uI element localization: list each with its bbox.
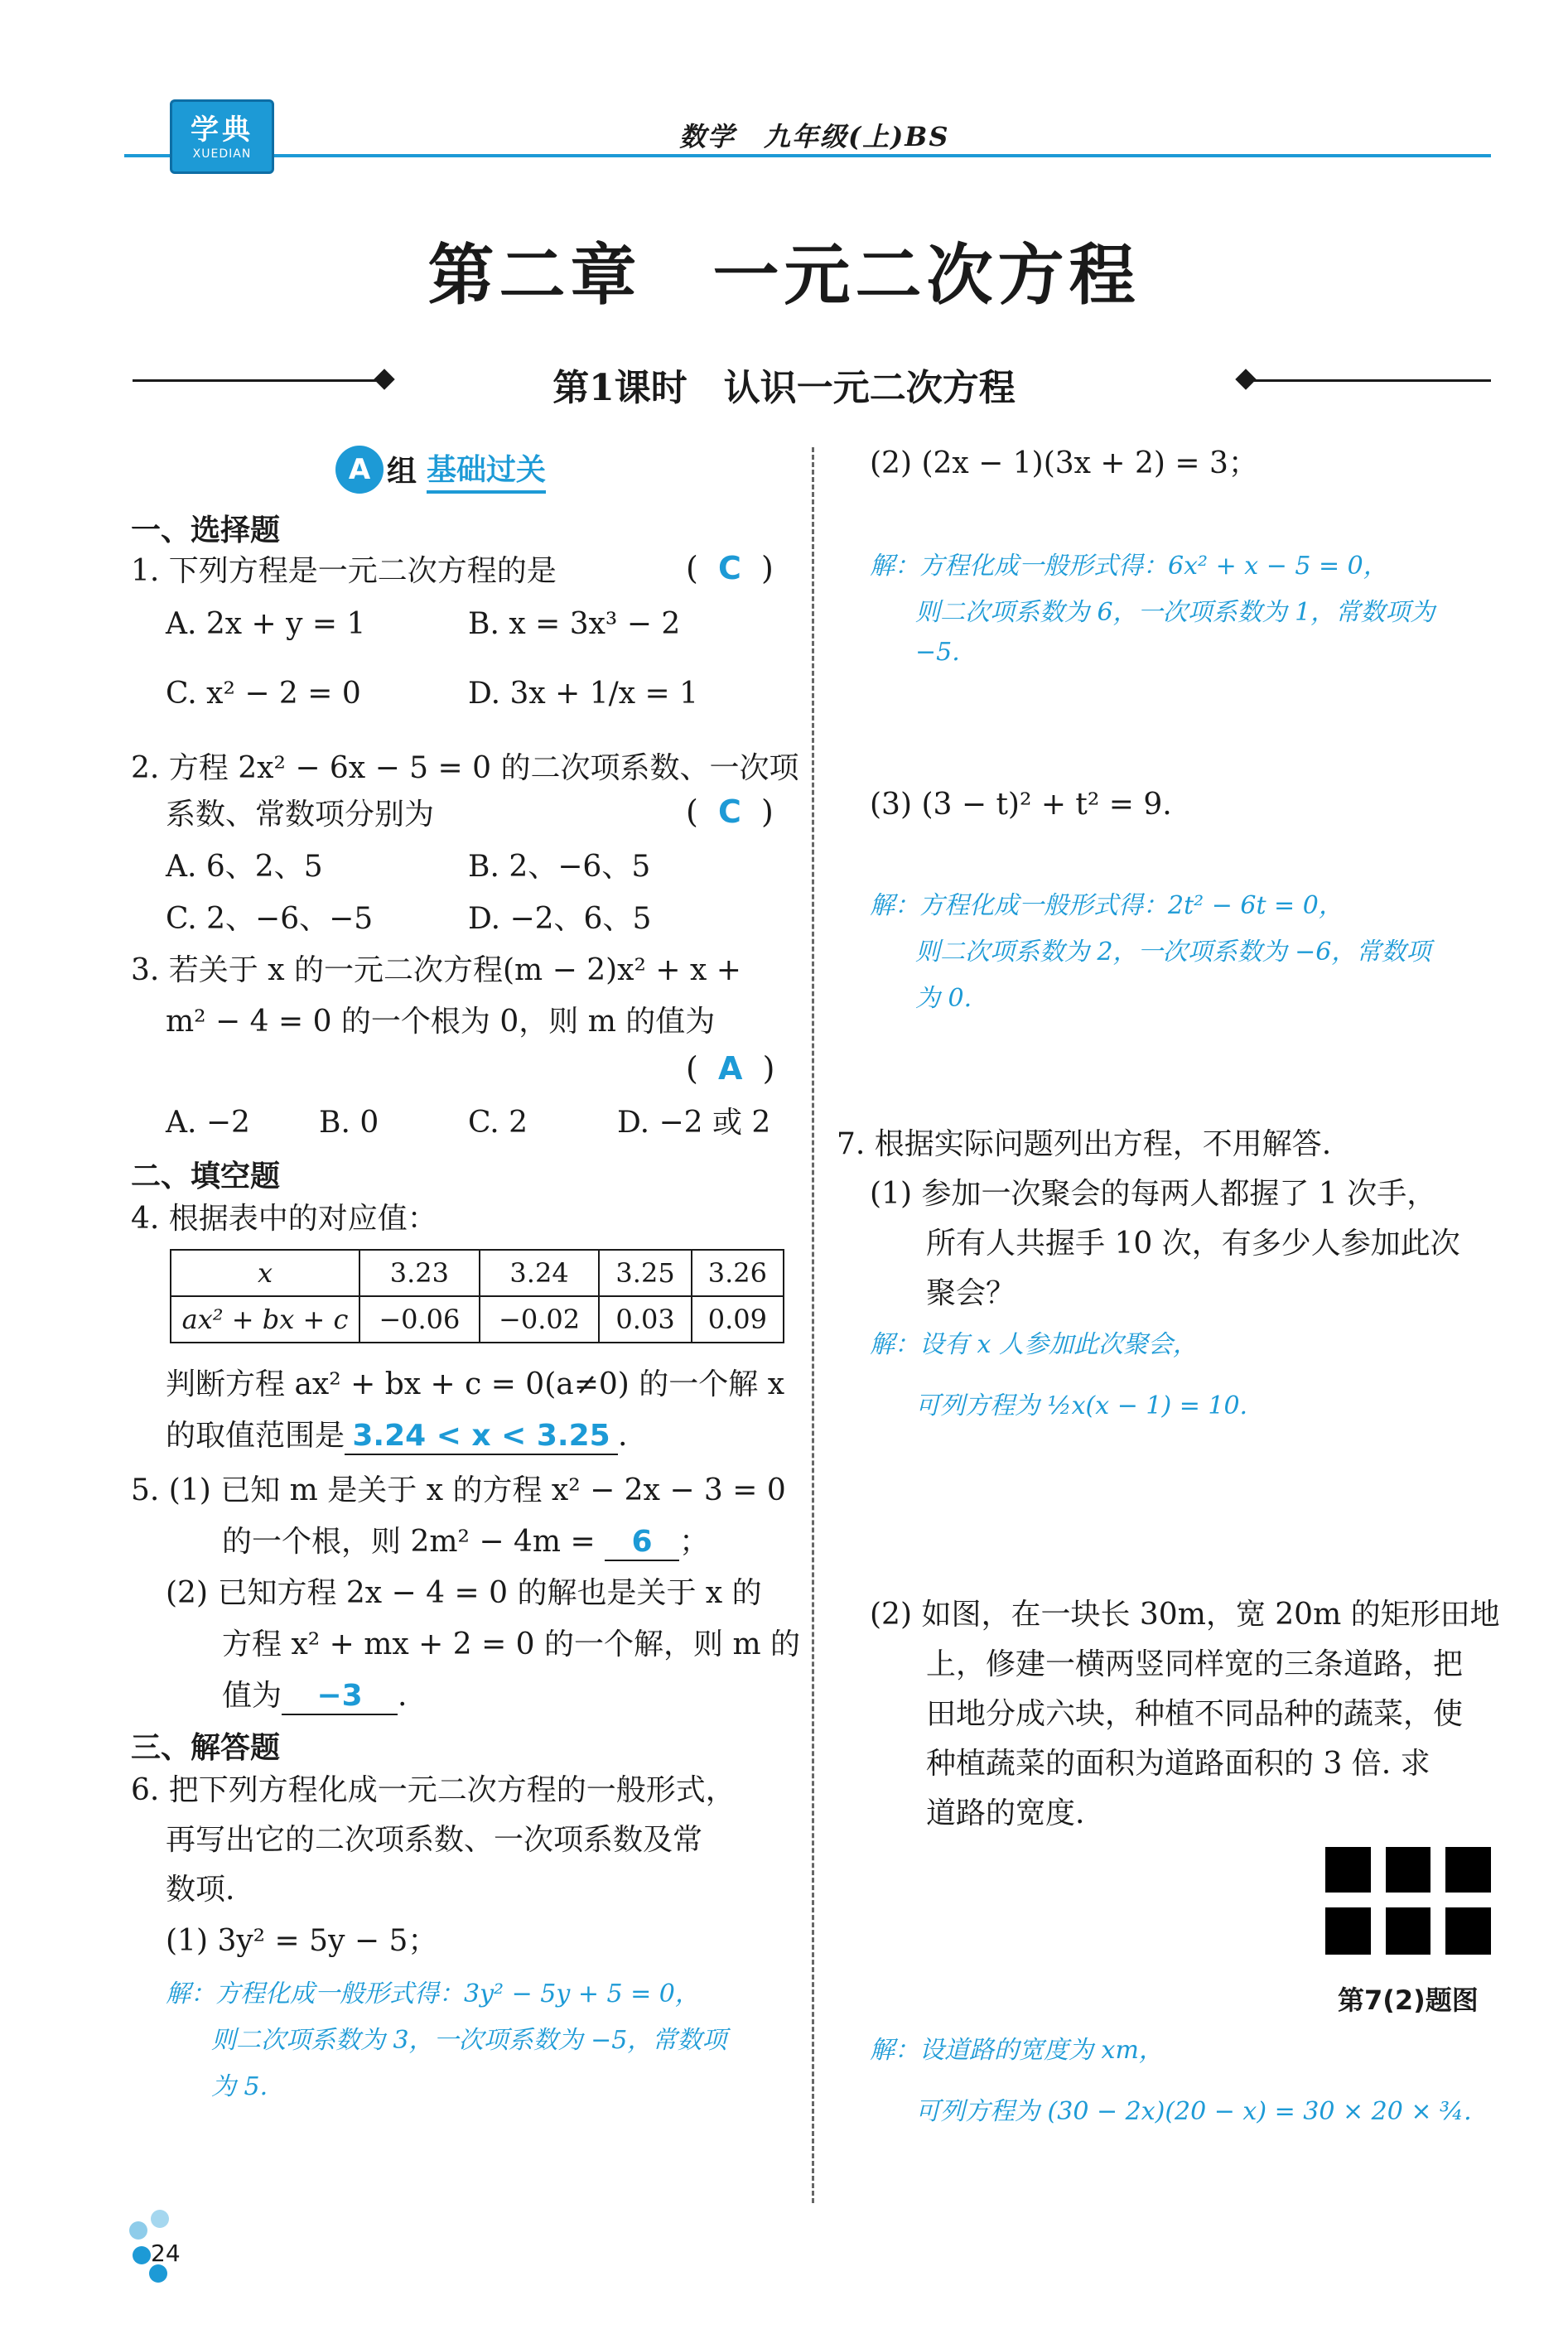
q7-p2-line2: 上，修建一横两竖同样宽的三条道路，把: [926, 1647, 1464, 1681]
q5-p2-pre: 值为: [222, 1679, 282, 1713]
q7-p2-line4: 种植蔬菜的面积为道路面积的 3 倍. 求: [926, 1747, 1430, 1781]
q7-p1-line2: 所有人共握手 10 次，有多少人参加此次: [926, 1227, 1460, 1261]
q6-p2-solution-line3: −5.: [915, 638, 960, 667]
table-cell: −0.02: [480, 1296, 600, 1343]
q4-stem: 4. 根据表中的对应值：: [131, 1202, 437, 1236]
table-cell: 0.03: [599, 1296, 691, 1343]
q6-p1-solution-line3: 为 5.: [211, 2072, 268, 2101]
lesson-title: 第1课时 认识一元二次方程: [552, 367, 1016, 409]
vertical-road-right: [1430, 1847, 1445, 1955]
q3-option-a: A. −2: [166, 1106, 250, 1140]
table-cell: x: [171, 1250, 359, 1296]
table-row: [171, 1250, 784, 1296]
section-fill: 二、填空题: [131, 1160, 281, 1193]
q4-line2: [166, 1418, 627, 1455]
q5-p1-line2: [222, 1524, 709, 1561]
group-suffix: 组: [387, 454, 417, 489]
q2-option-a: A. 6、2、5: [166, 850, 323, 884]
q6-p2-solution-line2: 则二次项系数为 6，一次项系数为 1，常数项为: [915, 598, 1435, 627]
header-rule: [124, 154, 1491, 157]
chapter-title: 第二章 一元二次方程: [427, 237, 1141, 314]
table-cell: 3.23: [359, 1250, 480, 1296]
section-solve: 三、解答题: [131, 1731, 281, 1765]
table-cell: 3.24: [480, 1250, 600, 1296]
q3-option-c: C. 2: [468, 1106, 528, 1140]
table-cell: ax² + bx + c: [171, 1296, 359, 1343]
q7-p2-solution-line1: 解：设道路的宽度为 xm，: [870, 2036, 1164, 2065]
q7-p1-solution-line2: 可列方程为 ½x(x − 1) = 10.: [915, 1391, 1248, 1420]
q4-line2-pre: 的取值范围是: [166, 1419, 345, 1453]
q4-line1: 判断方程 ax² + bx + c = 0(a≠0) 的一个解 x: [166, 1367, 785, 1401]
page-number: 24: [151, 2240, 181, 2267]
q2-option-b: B. 2、−6、5: [468, 850, 651, 884]
q6-p1-solution-line2: 则二次项系数为 3，一次项系数为 −5，常数项: [211, 2026, 727, 2055]
q5-p1-post: ；: [679, 1525, 710, 1559]
q3-option-d: D. −2 或 2: [617, 1106, 771, 1140]
vertical-road-left: [1371, 1847, 1386, 1955]
logo-text: 学典: [191, 113, 253, 147]
q6-p1: (1) 3y² = 5y − 5；: [166, 1924, 438, 1958]
q7-p1-line3: 聚会？: [926, 1276, 1016, 1310]
q1-stem: 1. 下列方程是一元二次方程的是: [131, 554, 557, 588]
running-head: 数学 九年级(上)BS: [679, 121, 950, 152]
q3-answer-bracket: ( A ): [686, 1050, 775, 1087]
table-cell: −0.06: [359, 1296, 480, 1343]
q2-stem-line1: 2. 方程 2x² − 6x − 5 = 0 的二次项系数、一次项: [131, 751, 799, 785]
q2-option-d: D. −2、6、5: [468, 902, 652, 936]
q5-p2-line3: [222, 1678, 407, 1715]
table-cell: 3.26: [692, 1250, 784, 1296]
q7-p2-solution-line2: 可列方程为 (30 − 2x)(20 − x) = 30 × 20 × ¾.: [915, 2097, 1472, 2126]
q3-answer: A: [717, 1050, 743, 1087]
horizontal-road: [1325, 1893, 1491, 1907]
q3-option-b: B. 0: [319, 1106, 379, 1140]
q5-p2-line2: 方程 x² + mx + 2 = 0 的一个解，则 m 的: [222, 1627, 801, 1661]
column-divider: [812, 447, 814, 2203]
q6-stem-line2: 再写出它的二次项系数、一次项系数及常: [166, 1823, 703, 1857]
table-cell: 3.25: [599, 1250, 691, 1296]
q1-answer: C: [717, 550, 741, 586]
q6-p3-solution-line3: 为 0.: [915, 984, 972, 1013]
q5-p2-answer: −3: [282, 1678, 398, 1715]
q1-option-b: B. x = 3x³ − 2: [468, 607, 681, 641]
q2-answer-bracket: ( C ): [686, 793, 774, 830]
q4-answer: 3.24 < x < 3.25: [345, 1418, 618, 1455]
q6-p1-solution-line1: 解：方程化成一般形式得：3y² − 5y + 5 = 0，: [166, 1979, 700, 2008]
q6-stem-line3: 数项.: [166, 1873, 235, 1907]
q5-p1-line1: 5. (1) 已知 m 是关于 x 的方程 x² − 2x − 3 = 0: [131, 1473, 786, 1507]
group-label: 基础过关: [427, 446, 546, 494]
q6-stem-line1: 6. 把下列方程化成一元二次方程的一般形式，: [131, 1773, 736, 1807]
q6-p3: (3) (3 − t)² + t² = 9.: [870, 788, 1172, 822]
q1-answer-bracket: ( C ): [686, 550, 774, 586]
publisher-logo: [170, 99, 274, 174]
group-letter: A: [335, 446, 384, 494]
section-choice: 一、选择题: [131, 514, 281, 547]
q7-p2-line5: 道路的宽度.: [926, 1796, 1085, 1830]
q3-stem-line1: 3. 若关于 x 的一元二次方程(m − 2)x² + x +: [131, 953, 741, 987]
q7-p1-solution-line1: 解：设有 x 人参加此次聚会，: [870, 1330, 1198, 1359]
logo-subtext: XUEDIAN: [192, 147, 252, 161]
table-cell: 0.09: [692, 1296, 784, 1343]
q6-p3-solution-line1: 解：方程化成一般形式得：2t² − 6t = 0，: [870, 891, 1344, 920]
q7-stem: 7. 根据实际问题列出方程，不用解答.: [837, 1127, 1332, 1161]
footer-dot-icon: [151, 2210, 169, 2228]
footer-dot-icon: [133, 2246, 151, 2264]
q2-option-c: C. 2、−6、−5: [166, 902, 374, 936]
group-badge: [335, 446, 546, 494]
figure-caption: 第7(2)题图: [1338, 1984, 1479, 2016]
q6-p2-solution-line1: 解：方程化成一般形式得：6x² + x − 5 = 0，: [870, 552, 1388, 581]
q5-p2-line1: (2) 已知方程 2x − 4 = 0 的解也是关于 x 的: [166, 1576, 762, 1610]
q7-p2-line1: (2) 如图，在一块长 30m，宽 20m 的矩形田地: [870, 1598, 1500, 1632]
q5-p2-post: .: [398, 1679, 408, 1713]
q5-p1-answer: 6: [605, 1524, 679, 1561]
table-row: [171, 1296, 784, 1343]
q4-value-table: [170, 1249, 784, 1343]
q2-answer: C: [717, 793, 741, 830]
q6-p2: (2) (2x − 1)(3x + 2) = 3；: [870, 446, 1258, 480]
q7-p1-line1: (1) 参加一次聚会的每两人都握了 1 次手，: [870, 1177, 1437, 1211]
q1-option-d: D. 3x + 1/x = 1: [468, 677, 699, 711]
q4-line2-post: .: [618, 1419, 628, 1453]
q5-p1-pre: 的一个根，则 2m² − 4m =: [222, 1525, 596, 1559]
q1-option-a: A. 2x + y = 1: [166, 607, 366, 641]
footer-dot-icon: [129, 2221, 147, 2240]
q3-stem-line2: m² − 4 = 0 的一个根为 0，则 m 的值为: [166, 1005, 716, 1039]
q6-p3-solution-line2: 则二次项系数为 2，一次项系数为 −6，常数项: [915, 938, 1431, 967]
q2-stem-line2: 系数、常数项分别为: [166, 798, 435, 832]
footer-dot-icon: [149, 2264, 167, 2283]
q7-p2-line3: 田地分成六块，种植不同品种的蔬菜，使: [926, 1697, 1464, 1731]
q1-option-c: C. x² − 2 = 0: [166, 677, 361, 711]
